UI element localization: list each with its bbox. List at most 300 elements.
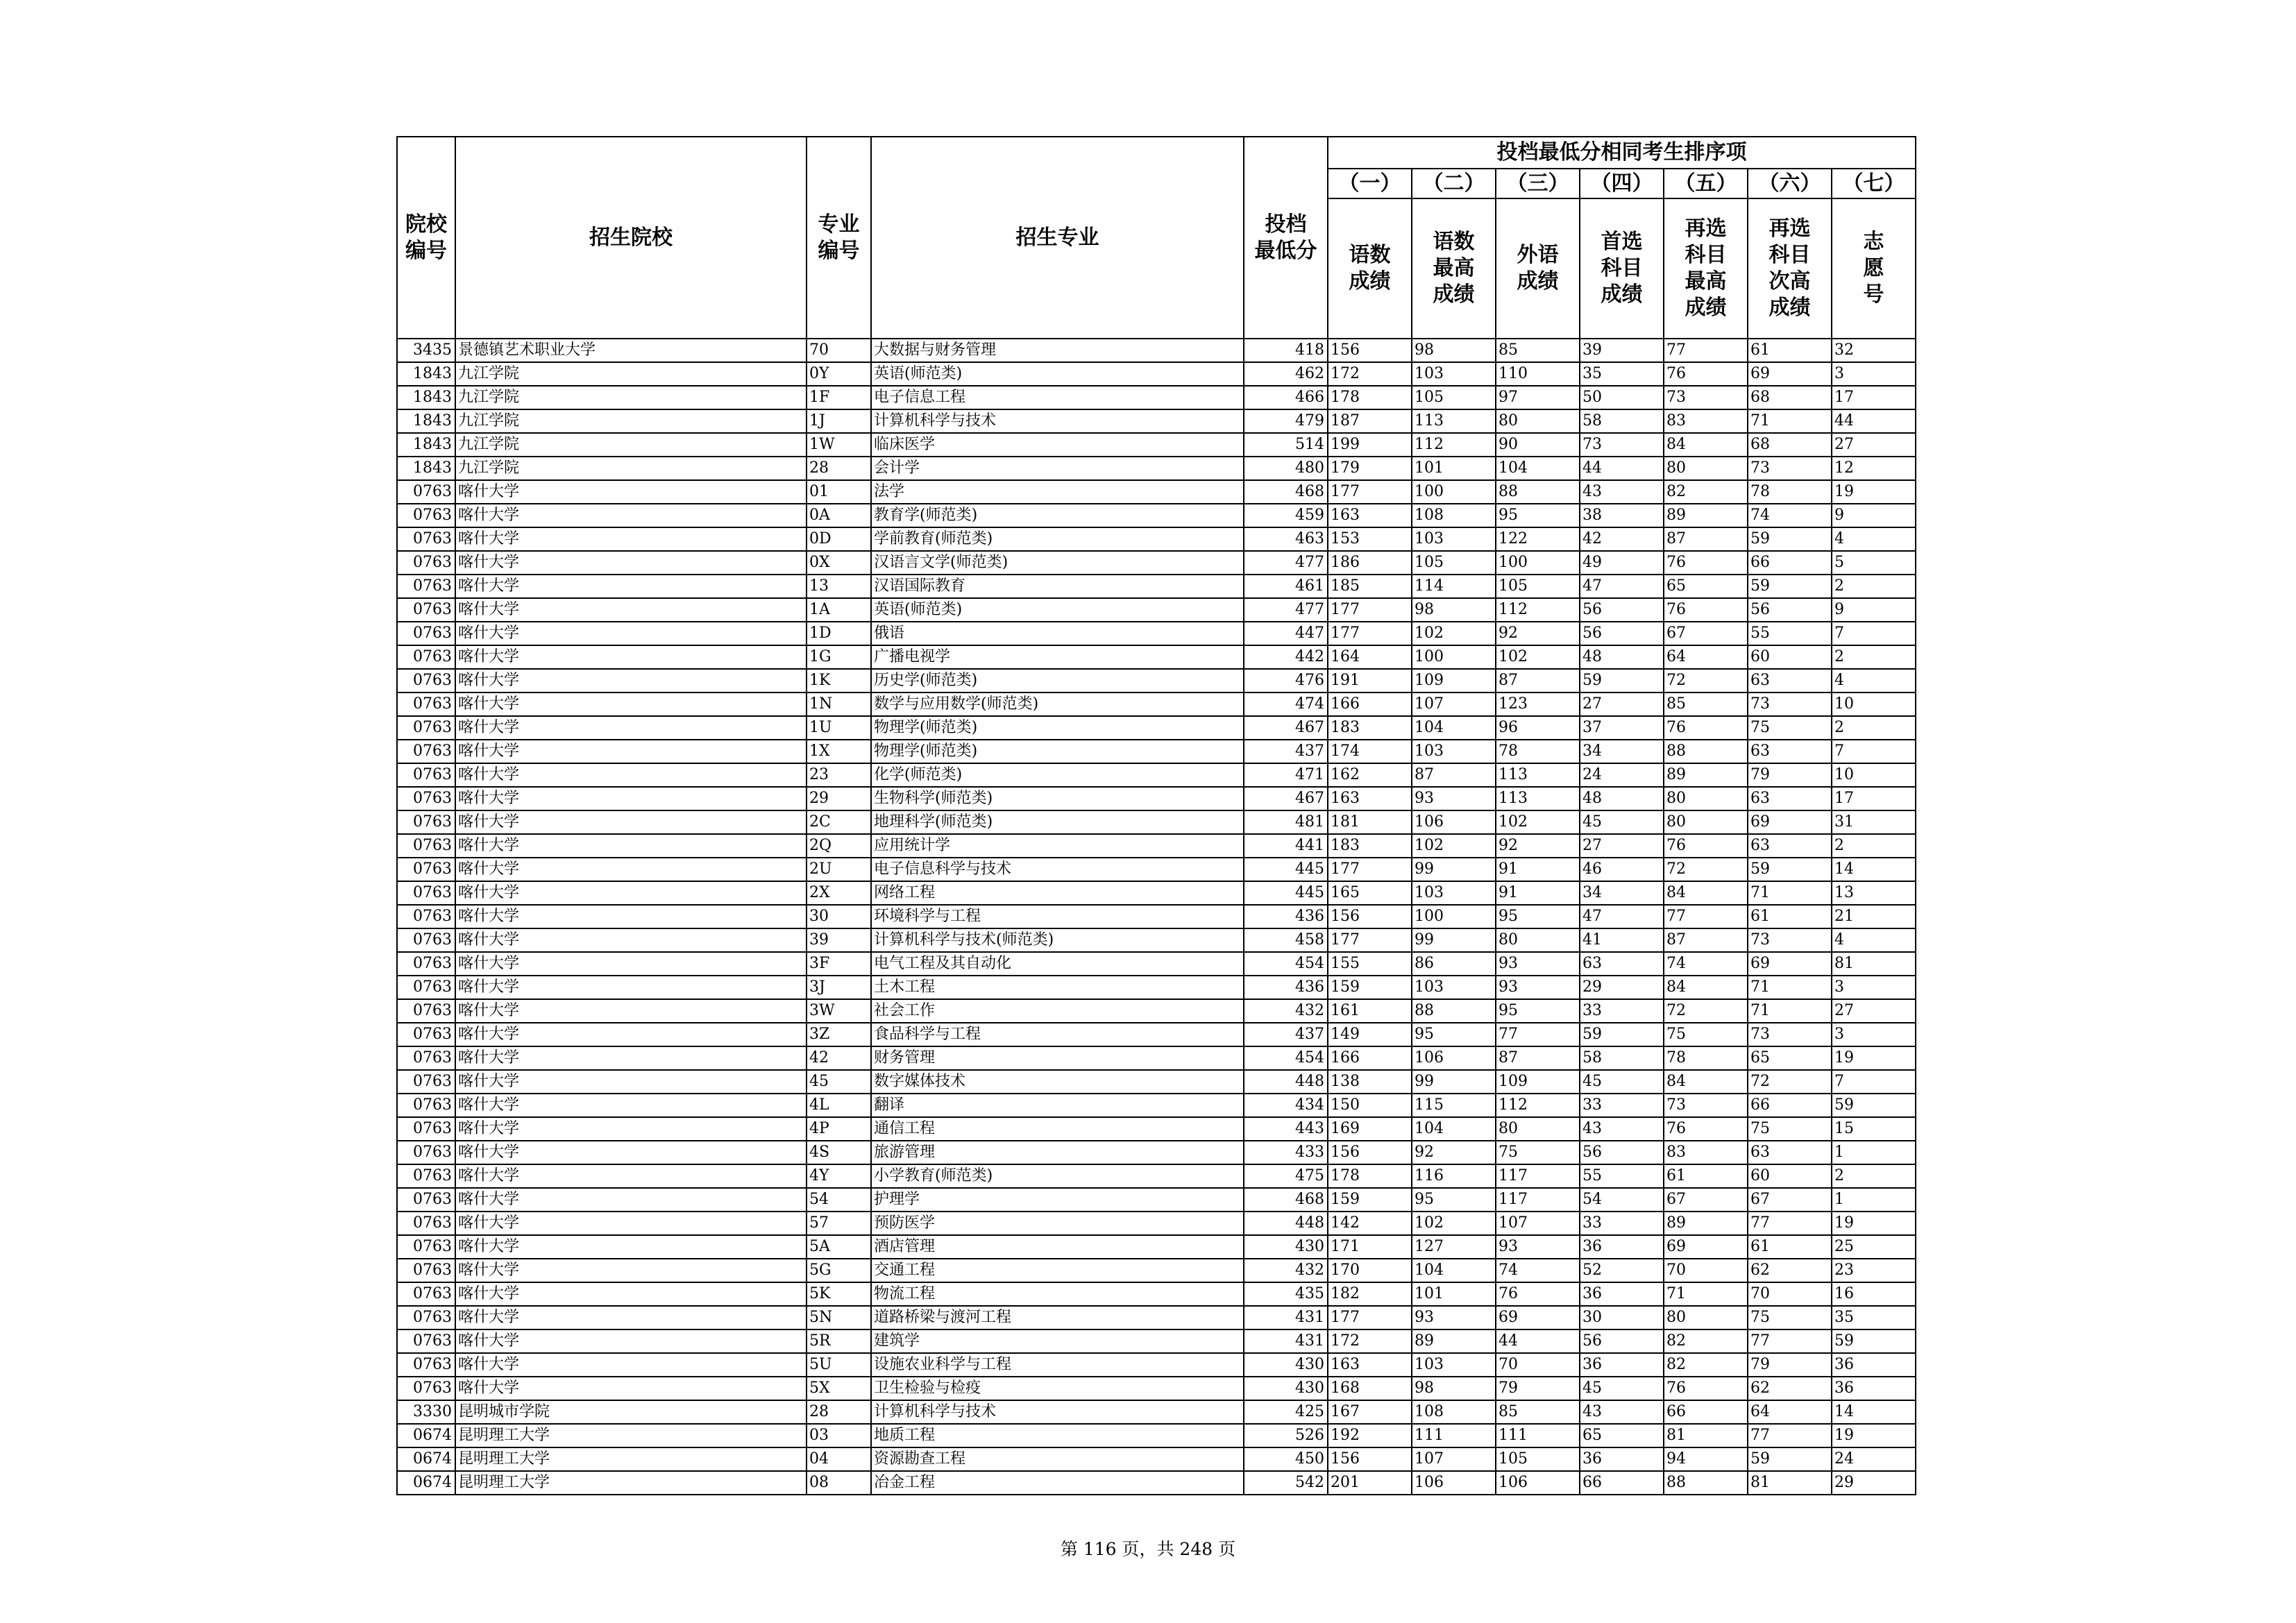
cell-school-name: 九江学院 [455, 409, 807, 433]
cell-elective-second: 66 [1748, 1094, 1832, 1117]
cell-chinese-math-max: 103 [1412, 881, 1496, 905]
cell-major-name: 设施农业科学与工程 [871, 1353, 1244, 1377]
cell-school-name: 喀什大学 [455, 1094, 807, 1117]
cell-school-code: 0763 [397, 669, 455, 692]
cell-school-name: 九江学院 [455, 457, 807, 480]
cell-elective-highest: 75 [1664, 1023, 1748, 1046]
cell-school-name: 昆明理工大学 [455, 1424, 807, 1447]
cell-first-subject-score: 50 [1580, 386, 1664, 409]
cell-major-code: 1N [807, 692, 871, 716]
cell-major-code: 5A [807, 1235, 871, 1259]
cell-chinese-math-score: 177 [1328, 598, 1412, 622]
cell-school-code: 0763 [397, 858, 455, 881]
cell-first-subject-score: 66 [1580, 1471, 1664, 1495]
cell-school-code: 0763 [397, 1094, 455, 1117]
header-chinese-math-score: 语数 成绩 [1328, 198, 1412, 339]
cell-school-code: 0763 [397, 763, 455, 787]
cell-major-name: 建筑学 [871, 1329, 1244, 1353]
cell-chinese-math-max: 98 [1412, 339, 1496, 362]
cell-chinese-math-max: 107 [1412, 692, 1496, 716]
cell-preference-number: 19 [1832, 480, 1916, 504]
cell-major-name: 冶金工程 [871, 1471, 1244, 1495]
cell-chinese-math-max: 87 [1412, 763, 1496, 787]
cell-elective-second: 71 [1748, 999, 1832, 1023]
cell-major-name: 通信工程 [871, 1117, 1244, 1141]
cell-min-score: 514 [1244, 433, 1328, 457]
cell-school-code: 0763 [397, 575, 455, 598]
cell-chinese-math-max: 105 [1412, 386, 1496, 409]
cell-min-score: 448 [1244, 1212, 1328, 1235]
cell-chinese-math-max: 103 [1412, 362, 1496, 386]
table-row [397, 669, 1916, 692]
cell-major-name: 俄语 [871, 622, 1244, 645]
cell-major-name: 土木工程 [871, 976, 1244, 999]
cell-chinese-math-score: 153 [1328, 527, 1412, 551]
cell-chinese-math-max: 102 [1412, 622, 1496, 645]
cell-foreign-language-score: 117 [1496, 1188, 1580, 1212]
cell-school-code: 0763 [397, 1023, 455, 1046]
cell-chinese-math-max: 127 [1412, 1235, 1496, 1259]
cell-preference-number: 7 [1832, 1070, 1916, 1094]
cell-elective-second: 59 [1748, 858, 1832, 881]
cell-chinese-math-max: 106 [1412, 1471, 1496, 1495]
cell-chinese-math-max: 101 [1412, 1282, 1496, 1306]
cell-major-code: 28 [807, 457, 871, 480]
cell-first-subject-score: 45 [1580, 1070, 1664, 1094]
table-row [397, 952, 1916, 976]
cell-major-name: 会计学 [871, 457, 1244, 480]
cell-elective-highest: 77 [1664, 905, 1748, 928]
cell-elective-second: 61 [1748, 905, 1832, 928]
cell-first-subject-score: 30 [1580, 1306, 1664, 1329]
cell-major-code: 2C [807, 810, 871, 834]
cell-elective-highest: 82 [1664, 480, 1748, 504]
cell-school-code: 0763 [397, 1259, 455, 1282]
cell-preference-number: 19 [1832, 1046, 1916, 1070]
cell-school-name: 景德镇艺术职业大学 [455, 339, 807, 362]
cell-elective-highest: 87 [1664, 527, 1748, 551]
cell-first-subject-score: 42 [1580, 527, 1664, 551]
cell-first-subject-score: 36 [1580, 1235, 1664, 1259]
cell-chinese-math-score: 161 [1328, 999, 1412, 1023]
cell-elective-second: 60 [1748, 645, 1832, 669]
cell-elective-second: 69 [1748, 952, 1832, 976]
cell-foreign-language-score: 97 [1496, 386, 1580, 409]
cell-min-score: 418 [1244, 339, 1328, 362]
cell-chinese-math-score: 164 [1328, 645, 1412, 669]
cell-elective-second: 59 [1748, 1447, 1832, 1471]
cell-chinese-math-score: 172 [1328, 362, 1412, 386]
cell-school-name: 喀什大学 [455, 1188, 807, 1212]
cell-school-code: 1843 [397, 457, 455, 480]
cell-chinese-math-max: 115 [1412, 1094, 1496, 1117]
cell-min-score: 526 [1244, 1424, 1328, 1447]
cell-first-subject-score: 36 [1580, 1447, 1664, 1471]
cell-foreign-language-score: 95 [1496, 999, 1580, 1023]
header-order-label: （一） [1328, 169, 1412, 198]
cell-chinese-math-score: 166 [1328, 1046, 1412, 1070]
table-row [397, 976, 1916, 999]
cell-first-subject-score: 46 [1580, 858, 1664, 881]
cell-major-name: 翻译 [871, 1094, 1244, 1117]
table-row [397, 409, 1916, 433]
header-order-label: （四） [1580, 169, 1664, 198]
cell-elective-second: 69 [1748, 362, 1832, 386]
cell-first-subject-score: 36 [1580, 1282, 1664, 1306]
cell-major-code: 5X [807, 1377, 871, 1400]
cell-first-subject-score: 33 [1580, 1212, 1664, 1235]
header-school-code: 院校 编号 [397, 137, 455, 339]
cell-elective-second: 59 [1748, 527, 1832, 551]
table-row [397, 551, 1916, 575]
cell-school-name: 喀什大学 [455, 1377, 807, 1400]
cell-elective-second: 62 [1748, 1259, 1832, 1282]
cell-min-score: 433 [1244, 1141, 1328, 1164]
table-row [397, 740, 1916, 763]
table-row [397, 834, 1916, 858]
cell-foreign-language-score: 102 [1496, 810, 1580, 834]
cell-chinese-math-score: 178 [1328, 386, 1412, 409]
cell-school-name: 喀什大学 [455, 575, 807, 598]
table-row [397, 1070, 1916, 1094]
cell-min-score: 480 [1244, 457, 1328, 480]
table-row [397, 1329, 1916, 1353]
cell-min-score: 436 [1244, 976, 1328, 999]
cell-major-name: 物理学(师范类) [871, 740, 1244, 763]
cell-chinese-math-score: 156 [1328, 905, 1412, 928]
cell-school-name: 喀什大学 [455, 787, 807, 810]
table-row [397, 763, 1916, 787]
table-row [397, 787, 1916, 810]
cell-school-code: 0763 [397, 1282, 455, 1306]
cell-chinese-math-score: 201 [1328, 1471, 1412, 1495]
cell-chinese-math-score: 162 [1328, 763, 1412, 787]
header-chinese-math-max: 语数 最高 成绩 [1412, 198, 1496, 339]
cell-min-score: 542 [1244, 1471, 1328, 1495]
cell-major-code: 1J [807, 409, 871, 433]
cell-elective-highest: 73 [1664, 1094, 1748, 1117]
cell-school-name: 喀什大学 [455, 669, 807, 692]
cell-chinese-math-max: 103 [1412, 527, 1496, 551]
cell-preference-number: 12 [1832, 457, 1916, 480]
cell-preference-number: 9 [1832, 504, 1916, 527]
cell-min-score: 462 [1244, 362, 1328, 386]
cell-elective-second: 73 [1748, 1023, 1832, 1046]
cell-chinese-math-max: 103 [1412, 1353, 1496, 1377]
cell-first-subject-score: 27 [1580, 834, 1664, 858]
cell-foreign-language-score: 102 [1496, 645, 1580, 669]
cell-elective-highest: 72 [1664, 669, 1748, 692]
cell-elective-highest: 82 [1664, 1329, 1748, 1353]
cell-elective-highest: 76 [1664, 598, 1748, 622]
cell-school-name: 喀什大学 [455, 598, 807, 622]
cell-major-name: 临床医学 [871, 433, 1244, 457]
cell-elective-second: 63 [1748, 834, 1832, 858]
cell-first-subject-score: 65 [1580, 1424, 1664, 1447]
cell-major-code: 42 [807, 1046, 871, 1070]
cell-school-name: 喀什大学 [455, 1329, 807, 1353]
cell-elective-highest: 76 [1664, 362, 1748, 386]
cell-elective-highest: 85 [1664, 692, 1748, 716]
cell-elective-second: 69 [1748, 810, 1832, 834]
table-row [397, 1353, 1916, 1377]
cell-min-score: 430 [1244, 1377, 1328, 1400]
cell-school-name: 喀什大学 [455, 551, 807, 575]
cell-major-name: 物流工程 [871, 1282, 1244, 1306]
cell-elective-highest: 82 [1664, 1353, 1748, 1377]
cell-school-code: 0763 [397, 1329, 455, 1353]
cell-chinese-math-max: 112 [1412, 433, 1496, 457]
page-footer: 第 116 页，共 248 页 [1060, 1539, 1236, 1559]
cell-school-name: 喀什大学 [455, 810, 807, 834]
cell-preference-number: 16 [1832, 1282, 1916, 1306]
cell-min-score: 442 [1244, 645, 1328, 669]
cell-major-name: 资源勘查工程 [871, 1447, 1244, 1471]
cell-preference-number: 27 [1832, 999, 1916, 1023]
cell-elective-second: 56 [1748, 598, 1832, 622]
cell-chinese-math-max: 98 [1412, 598, 1496, 622]
cell-school-code: 0763 [397, 952, 455, 976]
cell-elective-highest: 89 [1664, 763, 1748, 787]
cell-school-code: 0763 [397, 645, 455, 669]
cell-min-score: 432 [1244, 999, 1328, 1023]
cell-major-name: 化学(师范类) [871, 763, 1244, 787]
cell-first-subject-score: 33 [1580, 1094, 1664, 1117]
cell-foreign-language-score: 93 [1496, 952, 1580, 976]
cell-preference-number: 2 [1832, 645, 1916, 669]
cell-school-name: 喀什大学 [455, 881, 807, 905]
cell-school-code: 0763 [397, 1164, 455, 1188]
cell-elective-highest: 71 [1664, 1282, 1748, 1306]
cell-foreign-language-score: 112 [1496, 1094, 1580, 1117]
cell-chinese-math-max: 113 [1412, 409, 1496, 433]
cell-school-code: 0763 [397, 1117, 455, 1141]
cell-chinese-math-max: 93 [1412, 1306, 1496, 1329]
cell-preference-number: 19 [1832, 1424, 1916, 1447]
table-row [397, 1377, 1916, 1400]
cell-school-code: 0763 [397, 740, 455, 763]
cell-chinese-math-score: 181 [1328, 810, 1412, 834]
table-row [397, 692, 1916, 716]
cell-chinese-math-score: 171 [1328, 1235, 1412, 1259]
cell-school-code: 0763 [397, 810, 455, 834]
cell-preference-number: 31 [1832, 810, 1916, 834]
cell-elective-highest: 76 [1664, 716, 1748, 740]
cell-major-code: 0A [807, 504, 871, 527]
cell-foreign-language-score: 91 [1496, 858, 1580, 881]
table-row [397, 1235, 1916, 1259]
cell-chinese-math-max: 114 [1412, 575, 1496, 598]
cell-min-score: 454 [1244, 952, 1328, 976]
cell-major-name: 英语(师范类) [871, 362, 1244, 386]
cell-foreign-language-score: 112 [1496, 598, 1580, 622]
cell-min-score: 437 [1244, 740, 1328, 763]
cell-school-name: 喀什大学 [455, 1259, 807, 1282]
cell-foreign-language-score: 107 [1496, 1212, 1580, 1235]
cell-major-code: 1W [807, 433, 871, 457]
cell-elective-highest: 72 [1664, 999, 1748, 1023]
cell-preference-number: 17 [1832, 386, 1916, 409]
cell-first-subject-score: 73 [1580, 433, 1664, 457]
cell-major-code: 54 [807, 1188, 871, 1212]
cell-elective-second: 63 [1748, 787, 1832, 810]
cell-school-code: 1843 [397, 409, 455, 433]
cell-major-name: 应用统计学 [871, 834, 1244, 858]
cell-elective-highest: 61 [1664, 1164, 1748, 1188]
cell-elective-second: 71 [1748, 409, 1832, 433]
cell-preference-number: 35 [1832, 1306, 1916, 1329]
cell-min-score: 477 [1244, 598, 1328, 622]
cell-first-subject-score: 52 [1580, 1259, 1664, 1282]
cell-school-code: 0763 [397, 1377, 455, 1400]
cell-first-subject-score: 43 [1580, 480, 1664, 504]
cell-school-name: 喀什大学 [455, 976, 807, 999]
cell-preference-number: 2 [1832, 834, 1916, 858]
cell-chinese-math-max: 100 [1412, 905, 1496, 928]
table-row [397, 1023, 1916, 1046]
cell-major-code: 1D [807, 622, 871, 645]
cell-major-code: 08 [807, 1471, 871, 1495]
table-row [397, 645, 1916, 669]
cell-chinese-math-max: 103 [1412, 976, 1496, 999]
cell-elective-highest: 76 [1664, 834, 1748, 858]
cell-elective-highest: 88 [1664, 740, 1748, 763]
cell-major-name: 历史学(师范类) [871, 669, 1244, 692]
cell-elective-highest: 84 [1664, 1070, 1748, 1094]
cell-chinese-math-max: 104 [1412, 716, 1496, 740]
cell-school-name: 喀什大学 [455, 1141, 807, 1164]
cell-elective-second: 73 [1748, 928, 1832, 952]
cell-first-subject-score: 58 [1580, 1046, 1664, 1070]
cell-first-subject-score: 38 [1580, 504, 1664, 527]
cell-chinese-math-score: 187 [1328, 409, 1412, 433]
cell-major-name: 电气工程及其自动化 [871, 952, 1244, 976]
cell-major-code: 5R [807, 1329, 871, 1353]
cell-chinese-math-max: 116 [1412, 1164, 1496, 1188]
cell-min-score: 467 [1244, 716, 1328, 740]
cell-elective-highest: 80 [1664, 787, 1748, 810]
cell-preference-number: 15 [1832, 1117, 1916, 1141]
cell-elective-second: 67 [1748, 1188, 1832, 1212]
cell-first-subject-score: 58 [1580, 409, 1664, 433]
cell-foreign-language-score: 111 [1496, 1424, 1580, 1447]
cell-elective-second: 72 [1748, 1070, 1832, 1094]
header-major-name: 招生专业 [871, 137, 1244, 339]
cell-chinese-math-score: 177 [1328, 622, 1412, 645]
cell-school-name: 喀什大学 [455, 692, 807, 716]
cell-min-score: 477 [1244, 551, 1328, 575]
cell-school-name: 喀什大学 [455, 504, 807, 527]
cell-elective-highest: 80 [1664, 810, 1748, 834]
cell-elective-second: 75 [1748, 716, 1832, 740]
cell-first-subject-score: 36 [1580, 1353, 1664, 1377]
header-order-label: （三） [1496, 169, 1580, 198]
cell-elective-second: 71 [1748, 976, 1832, 999]
cell-chinese-math-score: 177 [1328, 928, 1412, 952]
table-row [397, 1164, 1916, 1188]
cell-school-code: 0763 [397, 480, 455, 504]
cell-school-name: 喀什大学 [455, 1353, 807, 1377]
cell-school-code: 0763 [397, 1235, 455, 1259]
cell-major-name: 学前教育(师范类) [871, 527, 1244, 551]
cell-elective-highest: 80 [1664, 457, 1748, 480]
table-row [397, 1424, 1916, 1447]
cell-major-code: 13 [807, 575, 871, 598]
cell-min-score: 454 [1244, 1046, 1328, 1070]
cell-elective-second: 74 [1748, 504, 1832, 527]
cell-school-code: 1843 [397, 433, 455, 457]
cell-preference-number: 14 [1832, 858, 1916, 881]
cell-first-subject-score: 59 [1580, 669, 1664, 692]
table-row [397, 339, 1916, 362]
header-school-name: 招生院校 [455, 137, 807, 339]
cell-elective-highest: 81 [1664, 1424, 1748, 1447]
cell-first-subject-score: 45 [1580, 1377, 1664, 1400]
cell-elective-highest: 84 [1664, 881, 1748, 905]
cell-preference-number: 36 [1832, 1353, 1916, 1377]
cell-min-score: 432 [1244, 1259, 1328, 1282]
cell-school-code: 0763 [397, 1046, 455, 1070]
cell-foreign-language-score: 105 [1496, 1447, 1580, 1471]
cell-preference-number: 17 [1832, 787, 1916, 810]
cell-chinese-math-max: 99 [1412, 1070, 1496, 1094]
cell-min-score: 468 [1244, 1188, 1328, 1212]
cell-foreign-language-score: 79 [1496, 1377, 1580, 1400]
cell-min-score: 437 [1244, 1023, 1328, 1046]
table-row [397, 622, 1916, 645]
cell-school-code: 1843 [397, 362, 455, 386]
cell-major-code: 1U [807, 716, 871, 740]
table-row [397, 1447, 1916, 1471]
cell-major-code: 0Y [807, 362, 871, 386]
cell-foreign-language-score: 76 [1496, 1282, 1580, 1306]
cell-chinese-math-score: 155 [1328, 952, 1412, 976]
cell-chinese-math-max: 100 [1412, 645, 1496, 669]
cell-school-code: 0763 [397, 622, 455, 645]
cell-min-score: 468 [1244, 480, 1328, 504]
cell-foreign-language-score: 87 [1496, 669, 1580, 692]
cell-major-name: 计算机科学与技术 [871, 1400, 1244, 1424]
cell-school-code: 0763 [397, 1188, 455, 1212]
cell-school-code: 0763 [397, 504, 455, 527]
cell-school-name: 喀什大学 [455, 1164, 807, 1188]
cell-chinese-math-score: 142 [1328, 1212, 1412, 1235]
cell-elective-highest: 94 [1664, 1447, 1748, 1471]
cell-min-score: 441 [1244, 834, 1328, 858]
cell-first-subject-score: 56 [1580, 622, 1664, 645]
cell-chinese-math-max: 104 [1412, 1259, 1496, 1282]
header-elective-second: 再选 科目 次高 成绩 [1748, 198, 1832, 339]
cell-school-name: 昆明城市学院 [455, 1400, 807, 1424]
cell-major-name: 地质工程 [871, 1424, 1244, 1447]
cell-major-name: 汉语言文学(师范类) [871, 551, 1244, 575]
cell-first-subject-score: 44 [1580, 457, 1664, 480]
cell-chinese-math-score: 183 [1328, 716, 1412, 740]
cell-elective-highest: 66 [1664, 1400, 1748, 1424]
cell-chinese-math-max: 99 [1412, 858, 1496, 881]
cell-preference-number: 29 [1832, 1471, 1916, 1495]
cell-major-code: 0X [807, 551, 871, 575]
cell-first-subject-score: 56 [1580, 1141, 1664, 1164]
cell-elective-second: 68 [1748, 386, 1832, 409]
cell-elective-second: 60 [1748, 1164, 1832, 1188]
cell-major-name: 计算机科学与技术(师范类) [871, 928, 1244, 952]
cell-foreign-language-score: 110 [1496, 362, 1580, 386]
header-order-label: （五） [1664, 169, 1748, 198]
cell-major-name: 旅游管理 [871, 1141, 1244, 1164]
cell-chinese-math-score: 159 [1328, 1188, 1412, 1212]
cell-foreign-language-score: 100 [1496, 551, 1580, 575]
